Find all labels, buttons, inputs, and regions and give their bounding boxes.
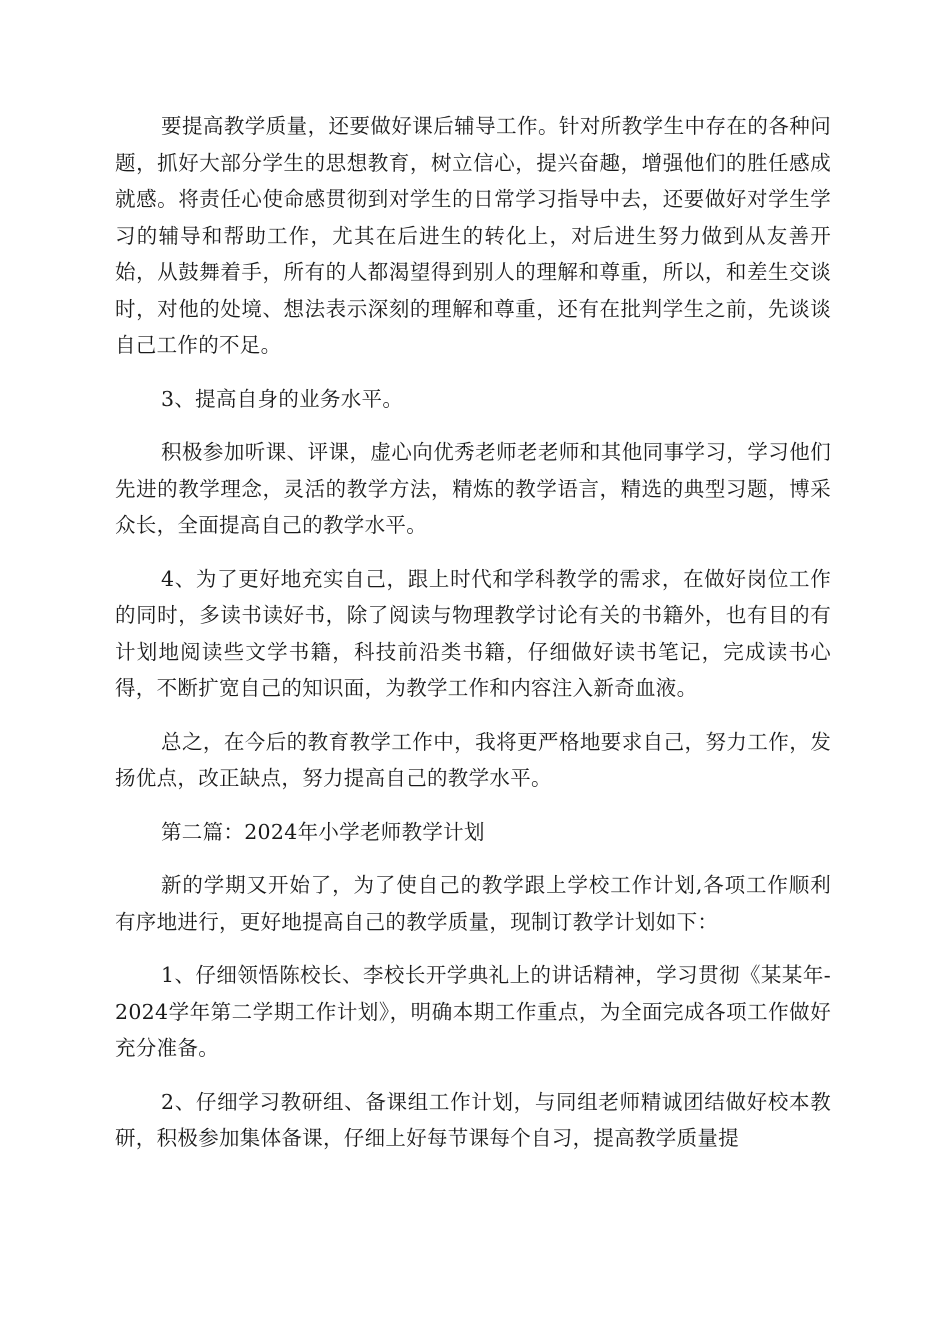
paragraph-learning: 积极参加听课、评课，虚心向优秀老师老老师和其他同事学习，学习他们先进的教学理念，灵活的教学方法，精炼的教学语言，精选的典型习题，博采众长，全面提高自己的教学水平。: [115, 440, 831, 537]
paragraph-plan-item-1: 1、仔细领悟陈校长、李校长开学典礼上的讲话精神，学习贯彻《某某年-2024学年第二学期工作计划》，明确本期工作重点，为全面完成各项工作做好充分准备。: [115, 963, 831, 1060]
paragraph-summary: 总之，在今后的教育教学工作中，我将更严格地要求自己，努力工作，发扬优点，改正缺点，努力提高自己的教学水平。: [115, 729, 831, 790]
section-heading: 第二篇：2024年小学老师教学计划: [161, 819, 485, 844]
document-body: [115, 108, 831, 1174]
paragraph-item-4: 4、为了更好地充实自己，跟上时代和学科教学的需求，在做好岗位工作的同时，多读书读好书，除了阅读与物理教学讨论有关的书籍外，也有目的有计划地阅读些文学书籍，科技前沿类书籍，仔细做好读书笔记，完成读书心得，不断扩宽自己的知识面，为教学工作和内容注入新奇血液。: [115, 566, 831, 700]
paragraph-plan-item-2: 2、仔细学习教研组、备课组工作计划，与同组老师精诚团结做好校本教研，积极参加集体备课，仔细上好每节课每个自习，提高教学质量提: [115, 1089, 831, 1150]
paragraph-tutoring: 要提高教学质量，还要做好课后辅导工作。针对所教学生中存在的各种问题，抓好大部分学生的思想教育，树立信心，提兴奋趣，增强他们的胜任感成就感。将责任心使命感贯彻到对学生的日常学习指导中去，还要做好对学生学习的辅导和帮助工作，尤其在后进生的转化上，对后进生努力做到从友善开始，从鼓舞着手，所有的人都渴望得到别人的理解和尊重，所以，和差生交谈时，对他的处境、想法表示深刻的理解和尊重，还有在批判学生之前，先谈谈自己工作的不足。: [115, 114, 831, 357]
paragraph-intro: 新的学期又开始了，为了使自己的教学跟上学校工作计划,各项工作顺利有序地进行，更好地提高自己的教学质量，现制订教学计划如下：: [115, 873, 831, 934]
paragraph-item-3: 3、提高自身的业务水平。: [161, 386, 404, 411]
